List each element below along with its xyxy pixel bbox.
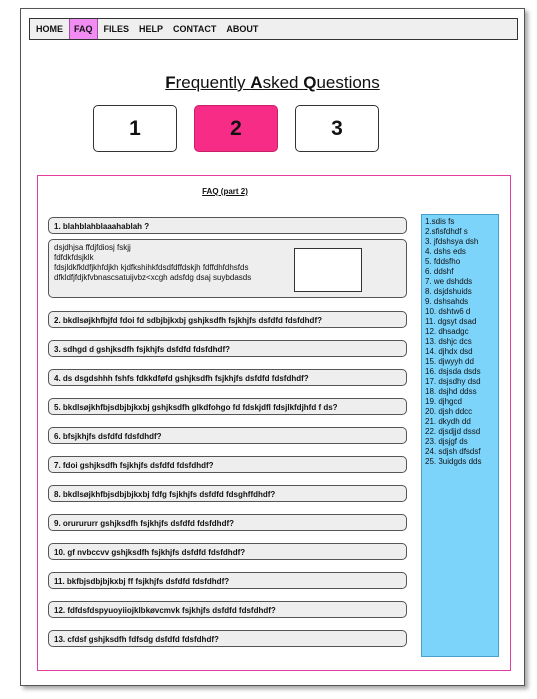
answer-line: dsjdhjsa ffdjfdiosj fskjj [54, 243, 131, 252]
sidebar-link[interactable]: 3. jfdshsya dsh [425, 237, 479, 246]
sidebar-link[interactable]: 25. 3uidgds dds [425, 457, 482, 466]
faq-answer-1 [48, 239, 407, 298]
sidebar-link[interactable]: 19. djhgcd [425, 397, 462, 406]
sidebar-link[interactable]: 12. dhsadgc [425, 327, 469, 336]
nav-help[interactable]: HELP [139, 24, 164, 34]
title-letter-f: F [165, 73, 176, 92]
faq-question-4[interactable]: 4. ds dsgdshhh fshfs fdkkdføfd gshjksdfh fsjkhjfs dsfdfd fdsfdhdf? [48, 369, 407, 386]
sidebar-link[interactable]: 5. fddsfho [425, 257, 461, 266]
nav-contact[interactable]: CONTACT [173, 24, 217, 34]
faq-question-8[interactable]: 8. bkdlsøjkhfbjsdbjbjkxbj fdfg fsjkhjfs dsfdfd fdsghffdhdf? [48, 485, 407, 502]
sidebar-link[interactable]: 7. we dshdds [425, 277, 473, 286]
top-nav [29, 18, 518, 40]
panel-title: FAQ (part 2) [202, 187, 248, 196]
sidebar-link[interactable]: 2.sfisfdhdf s [425, 227, 468, 236]
sidebar-link[interactable]: 6. ddshf [425, 267, 454, 276]
faq-question-5[interactable]: 5. bkdlsøjkhfbjsdbjbjkxbj gshjksdfh glkdfohgo fd fdskjdfl fdsjlkfdjhfd f ds? [48, 398, 407, 415]
sidebar-link[interactable]: 17. dsjsdhy dsd [425, 377, 481, 386]
page-title [21, 73, 524, 93]
sidebar-link[interactable]: 10. dshtw6 d [425, 307, 471, 316]
nav-faq[interactable]: FAQ [69, 19, 98, 39]
sidebar-link[interactable]: 20. djsh ddcc [425, 407, 473, 416]
title-word-1: requently [175, 73, 251, 92]
faq-panel [37, 175, 511, 671]
page-frame [20, 8, 525, 686]
sidebar-link[interactable]: 16. dsjsda dsds [425, 367, 481, 376]
page-button-3[interactable]: 3 [295, 105, 379, 152]
sidebar-link[interactable]: 9. dshsahds [425, 297, 469, 306]
answer-image-placeholder [294, 248, 362, 292]
faq-question-1[interactable]: 1. blahblahblaaahablah ? [48, 217, 407, 234]
sidebar-link[interactable]: 21. dkydh dd [425, 417, 471, 426]
nav-home[interactable]: HOME [36, 24, 63, 34]
faq-question-2[interactable]: 2. bkdlsøjkhfbjfd fdoi fd sdbjbjkxbj gshjksdfh fsjkhjfs dsfdfd fdsfdhdf? [48, 311, 407, 328]
faq-question-7[interactable]: 7. fdoi gshjksdfh fsjkhjfs dsfdfd fdsfdhdf? [48, 456, 407, 473]
faq-question-11[interactable]: 11. bkfbjsdbjbjkxbj ff fsjkhjfs dsfdfd fdsfdhdf? [48, 572, 407, 589]
faq-question-10[interactable]: 10. gf nvbccvv gshjksdfh fsjkhjfs dsfdfd fdsfdhdf? [48, 543, 407, 560]
nav-files[interactable]: FILES [103, 24, 130, 34]
sidebar-link[interactable]: 8. dsjdshuids [425, 287, 472, 296]
title-word-3: uestions [316, 73, 380, 92]
sidebar-link[interactable]: 18. dsjhd ddss [425, 387, 477, 396]
sidebar-link[interactable]: 13. dshjc dcs [425, 337, 472, 346]
answer-line: fdfdkfdsjklk [54, 253, 94, 262]
faq-question-9[interactable]: 9. orurururr gshjksdfh fsjkhjfs dsfdfd fdsfdhdf? [48, 514, 407, 531]
faq-question-3[interactable]: 3. sdhgd d gshjksdfh fsjkhjfs dsfdfd fdsfdhdf? [48, 340, 407, 357]
sidebar-link[interactable]: 23. djsjgf ds [425, 437, 468, 446]
sidebar-link[interactable]: 15. djwyyh dd [425, 357, 474, 366]
sidebar-link[interactable]: 11. dgsyt dsad [425, 317, 477, 326]
title-letter-a: A [250, 73, 263, 92]
sidebar-link[interactable]: 14. djhdx dsd [425, 347, 473, 356]
page-button-1[interactable]: 1 [93, 105, 177, 152]
page-button-2[interactable]: 2 [194, 105, 278, 152]
nav-about[interactable]: ABOUT [226, 24, 259, 34]
sidebar-link[interactable]: 24. sdjsh dfsdsf [425, 447, 481, 456]
answer-line: dfkldfjfdjkfvbnascsatuijvbz<xcgh adsfdg dsaj suybdasds [54, 273, 252, 282]
title-letter-q: Q [303, 73, 317, 92]
faq-question-12[interactable]: 12. fdfdsfdspyuoyiiojklbkøvcmvk fsjkhjfs dsfdfd fdsfdhdf? [48, 601, 407, 618]
faq-index-sidebar [421, 214, 499, 657]
sidebar-link[interactable]: 22. djsdjjd dssd [425, 427, 481, 436]
sidebar-link[interactable]: 4. dshs eds [425, 247, 466, 256]
faq-question-6[interactable]: 6. bfsjkhjfs dsfdfd fdsfdhdf? [48, 427, 407, 444]
faq-question-13[interactable]: 13. cfdsf gshjksdfh fdfsdg dsfdfd fdsfdhdf? [48, 630, 407, 647]
title-word-2: sked [262, 73, 304, 92]
sidebar-link[interactable]: 1.sdis fs [425, 217, 455, 226]
answer-line: fdsjldkfkldfjkhfdjkh kjdfkshihkfdsdfdffdskjh fdffdhfdhsfds [54, 263, 249, 272]
